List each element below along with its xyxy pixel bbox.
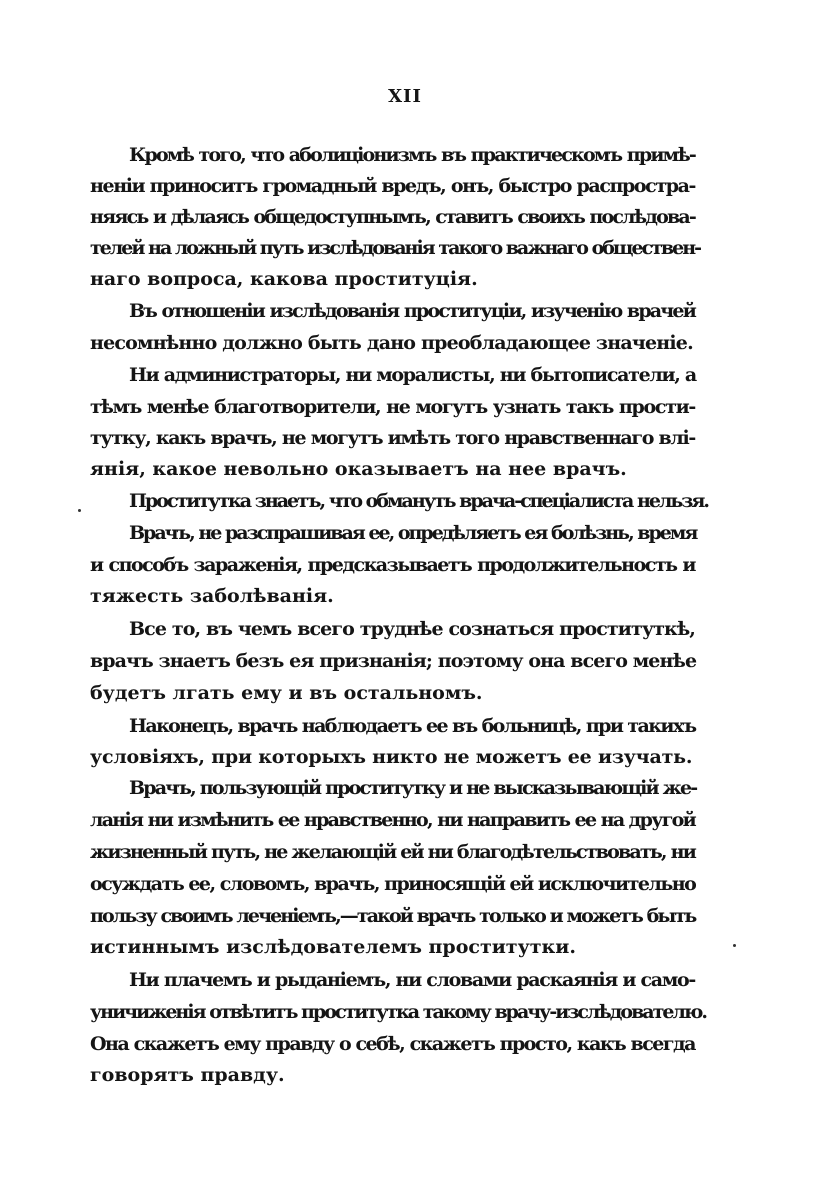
text-line: врачъ знаетъ безъ ея признанія; поэтому она всего менѣе [90,650,697,672]
text-line: ланія ни измѣнить ее нравственно, ни направить ее на другой [90,809,695,831]
scan-speck [733,944,736,947]
text-line: несомнѣнно должно быть дано преобладающее значеніе. [90,332,693,354]
text-line: пользу своимъ леченіемъ,—такой врачъ только и можетъ быть [90,905,696,927]
text-line: истиннымъ изслѣдователемъ проститутки. [90,936,576,958]
text-line: уничиженія отвѣтитъ проститутка такому врачу-изслѣдователю. [90,1001,706,1023]
text-line: Ни администраторы, ни моралисты, ни бытописатели, а [129,364,696,386]
text-line: будетъ лгать ему и въ остальномъ. [90,682,483,704]
text-line: тяжесть заболѣванія. [90,585,334,607]
text-line: Врачъ, не разспрашивая ее, опредѣляетъ ея болѣзнь, время [129,522,697,544]
page-number: XII [388,86,422,107]
text-line: Врачъ, пользующій проститутку и не высказывающій же- [129,777,697,799]
text-line: неніи приноситъ громадный вредъ, онъ, быстро распростра- [90,175,695,197]
text-line: Кромѣ того, что аболиціонизмъ въ практическомъ примѣ- [129,144,695,166]
text-line: янія, какое невольно оказываетъ на нее врачъ. [90,458,627,480]
text-line: тѣмъ менѣе благотворители, не могутъ узнать такъ прости- [90,396,695,418]
text-line: наго вопроса, какова проституція. [90,268,478,290]
text-line: Все то, въ чемъ всего труднѣе сознаться проституткѣ, [129,618,695,640]
text-line: Наконецъ, врачъ наблюдаетъ ее въ больницѣ, при такихъ [129,715,696,737]
text-line: условіяхъ, при которыхъ никто не можетъ ее изучать. [90,746,693,768]
text-line: Ни плачемъ и рыданіемъ, ни словами раскаянія и само- [129,969,695,991]
text-line: тутку, какъ врачъ, не могутъ имѣть того нравственнаго влі- [90,427,695,449]
text-line: няясь и дѣлаясь общедоступнымъ, ставитъ своихъ послѣдова- [90,206,695,228]
text-line: осуждать ее, словомъ, врачъ, приносящій ей исключительно [90,873,696,895]
text-line: телей на ложный путь изслѣдованія такого важнаго обществен- [90,237,700,259]
text-line: Она скажетъ ему правду о себѣ, скажетъ просто, какъ всегда [90,1033,695,1055]
text-line: и способъ зараженія, предсказываетъ продолжительность и [90,554,695,576]
text-line: Въ отношеніи изслѣдованія проституціи, изученію врачей [129,300,695,322]
text-line: жизненный путь, не желающій ей ни благодѣтельствовать, ни [90,841,695,863]
text-line: Проститутка знаетъ, что обмануть врача-спеціалиста нельзя. [129,490,709,512]
scan-speck [78,509,81,512]
text-line: говорятъ правду. [90,1064,285,1086]
